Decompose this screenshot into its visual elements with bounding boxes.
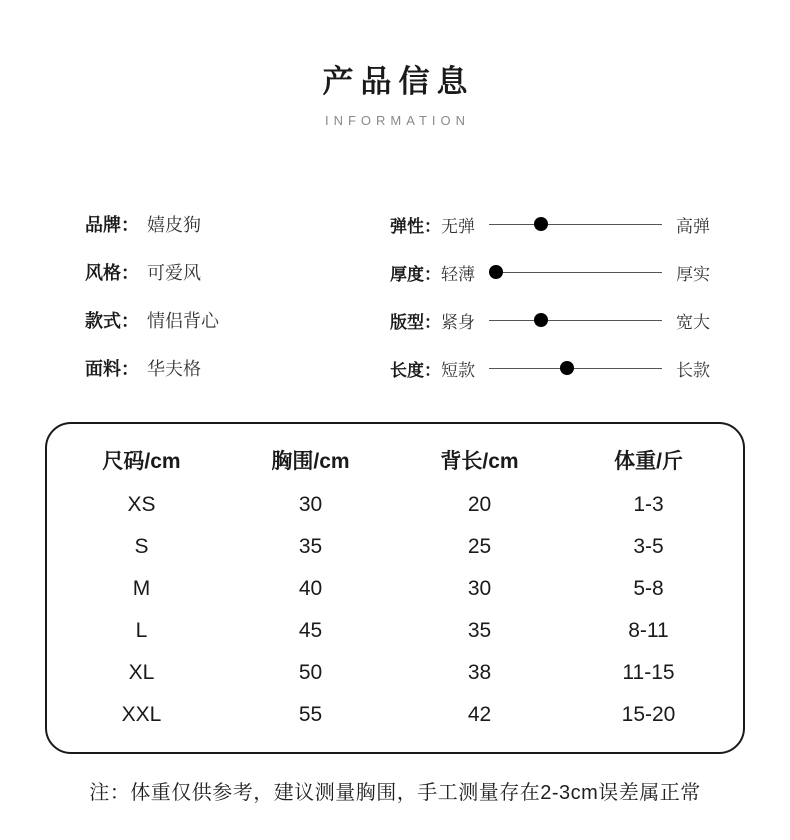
attribute-row	[85, 248, 390, 296]
table-header-cell: 尺码/cm	[102, 450, 181, 473]
slider-label: 版型：	[390, 312, 441, 332]
page-title: 产品信息	[322, 64, 475, 99]
slider-row	[390, 248, 710, 296]
table-cell: 15-20	[621, 703, 676, 726]
attribute-list	[85, 200, 390, 392]
table-cell: 35	[467, 619, 492, 642]
slider-label: 厚度：	[390, 264, 441, 284]
table-header-cell: 体重/斤	[614, 450, 683, 473]
size-table-box	[45, 422, 745, 754]
table-row	[57, 652, 733, 694]
slider-min-label: 短款	[441, 360, 475, 380]
slider-label: 长度：	[390, 360, 441, 380]
slider-dot	[534, 217, 548, 231]
attribute-value: 可爱风	[147, 263, 201, 283]
table-cell: 42	[467, 703, 492, 726]
table-cell: XXL	[121, 703, 162, 726]
table-cell: 20	[467, 493, 492, 516]
table-cell: 25	[467, 535, 492, 558]
attribute-value: 华夫格	[147, 359, 201, 379]
slider-track	[489, 368, 662, 369]
slider-max-label: 厚实	[676, 264, 710, 284]
table-cell: M	[132, 577, 151, 600]
attribute-label: 风格：	[85, 263, 139, 283]
slider-list	[390, 200, 710, 392]
slider-dot	[560, 361, 574, 375]
table-cell: 30	[298, 493, 323, 516]
table-cell: 3-5	[633, 535, 664, 558]
slider-row	[390, 344, 710, 392]
attribute-row	[85, 296, 390, 344]
slider-row	[390, 296, 710, 344]
slider-min-label: 轻薄	[441, 264, 475, 284]
slider-min-label: 无弹	[441, 216, 475, 236]
table-row	[57, 484, 733, 526]
table-header-cell: 胸围/cm	[271, 450, 350, 473]
page-subtitle: INFORMATION	[324, 113, 471, 128]
header	[0, 0, 790, 128]
table-cell: 5-8	[633, 577, 664, 600]
slider-max-label: 高弹	[676, 216, 710, 236]
table-cell: 11-15	[622, 661, 675, 684]
table-cell: XL	[128, 661, 155, 684]
table-cell: 30	[467, 577, 492, 600]
size-table-body	[57, 484, 733, 736]
slider-label: 弹性：	[390, 216, 441, 236]
slider-track	[489, 224, 662, 225]
table-cell: 45	[298, 619, 323, 642]
slider-max-label: 宽大	[676, 312, 710, 332]
table-cell: 8-11	[628, 619, 669, 642]
table-cell: L	[135, 619, 148, 642]
table-cell: XS	[127, 493, 156, 516]
table-cell: 50	[298, 661, 323, 684]
slider-min-label: 紧身	[441, 312, 475, 332]
table-row	[57, 526, 733, 568]
table-cell: 38	[467, 661, 492, 684]
attribute-row	[85, 200, 390, 248]
size-table	[57, 436, 733, 736]
table-header-cell: 背长/cm	[440, 450, 519, 473]
footer-note: 注：体重仅供参考，建议测量胸围，手工测量存在2-3cm误差属正常	[89, 782, 701, 804]
attribute-label: 款式：	[85, 311, 139, 331]
attribute-row	[85, 344, 390, 392]
table-cell: 35	[298, 535, 323, 558]
slider-row	[390, 200, 710, 248]
attribute-value: 情侣背心	[147, 311, 219, 331]
size-table-head-row	[57, 436, 733, 484]
specs-section	[0, 200, 790, 392]
slider-track	[489, 272, 662, 273]
size-table-head	[57, 436, 733, 484]
slider-dot	[489, 265, 503, 279]
attribute-label: 品牌：	[85, 215, 139, 235]
table-cell: 40	[298, 577, 323, 600]
slider-dot	[534, 313, 548, 327]
attribute-value: 嬉皮狗	[147, 215, 201, 235]
table-row	[57, 694, 733, 736]
attribute-label: 面料：	[85, 359, 139, 379]
slider-max-label: 长款	[676, 360, 710, 380]
table-cell: 1-3	[633, 493, 664, 516]
table-row	[57, 610, 733, 652]
slider-track	[489, 320, 662, 321]
table-row	[57, 568, 733, 610]
table-cell: S	[134, 535, 149, 558]
table-cell: 55	[298, 703, 323, 726]
